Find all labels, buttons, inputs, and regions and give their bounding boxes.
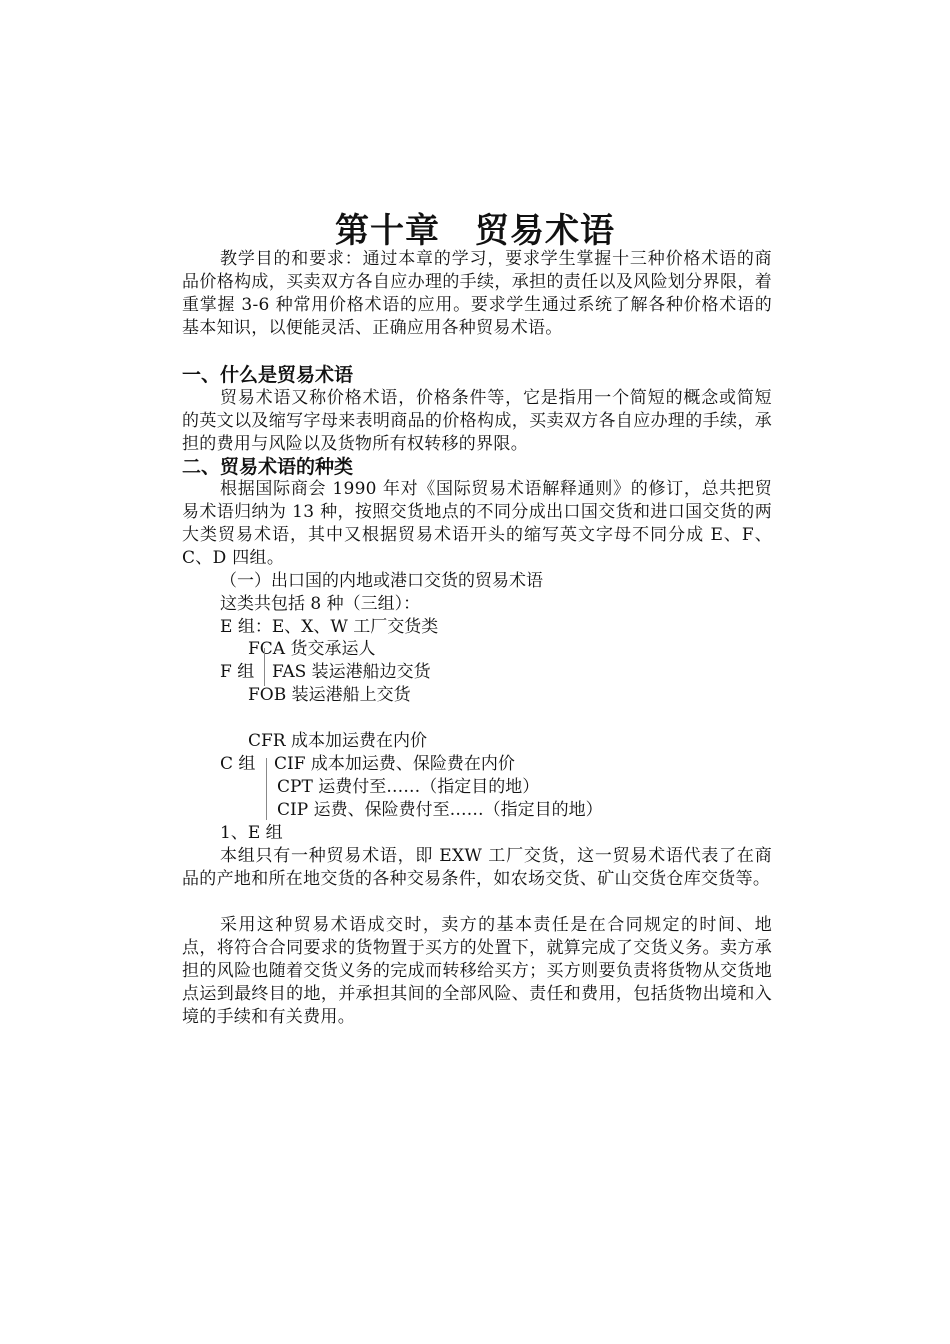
section1-heading: 一、什么是贸易术语 — [182, 364, 354, 386]
e-group-paragraph-1: 本组只有一种贸易术语，即 EXW 工厂交货，这一贸易术语代表了在商品的产地和所在地交货的各种交易条件，如农场交货、矿山交货仓库交货等。 — [182, 846, 772, 889]
section1-paragraph: 贸易术语又称价格术语，价格条件等，它是指用一个简短的概念或简短的英文以及缩写字母来表明商品的价格构成，买卖双方各自应办理的手续，承担的费用与风险以及货物所有权转移的界限。 — [182, 388, 772, 454]
c-item-cfr: CFR 成本加运费在内价 — [248, 731, 428, 751]
e-group-heading: 1、E 组 — [220, 823, 283, 843]
section2-paragraph: 根据国际商会 1990 年对《国际贸易术语解释通则》的修订，总共把贸易术语归纳为 13 种，按照交货地点的不同分成出口国交货和进口国交货的两大类贸易术语，其中又根据贸易术语开头的缩写英文字母不同分成 E、F、C、D 四组。 — [182, 479, 772, 568]
c-item-cpt: CPT 运费付至……（指定目的地） — [277, 777, 540, 797]
section2-heading: 二、贸易术语的种类 — [182, 456, 354, 478]
c-item-cif: CIF 成本加运费、保险费在内价 — [274, 754, 515, 774]
c-item-cip: CIP 运费、保险费付至……（指定目的地） — [277, 800, 603, 820]
c-group-label: C 组 — [220, 754, 256, 774]
f-item-fas: FAS 装运港船边交货 — [272, 662, 431, 682]
f-item-fca: FCA 货交承运人 — [248, 639, 376, 659]
e-group-line: E 组：E、X、W 工厂交货类 — [220, 617, 439, 637]
f-item-fob: FOB 装运港船上交货 — [248, 685, 411, 705]
intro-paragraph: 教学目的和要求：通过本章的学习，要求学生掌握十三种价格术语的商品价格构成，买卖双方各自应办理的手续，承担的责任以及风险划分界限，着重掌握 3-6 种常用价格术语的应用。要求学生通过系统了解各种价格术语的基本知识，以便能灵活、正确应用各种贸易术语。 — [182, 249, 772, 338]
f-group-label: F 组 — [220, 662, 255, 682]
c-group-brace — [266, 758, 267, 820]
f-group-brace — [264, 648, 265, 686]
subsection1-desc: 这类共包括 8 种（三组）： — [220, 594, 421, 614]
e-group-paragraph-2: 采用这种贸易术语成交时，卖方的基本责任是在合同规定的时间、地点，将符合合同要求的货物置于买方的处置下，就算完成了交货义务。卖方承担的风险也随着交货义务的完成而转移给买方；买方则要负责将货物从交货地点运到最终目的地，并承担其间的全部风险、责任和费用，包括货物出境和入境的手续和有关费用。 — [182, 915, 772, 1027]
chapter-title: 第十章 贸易术语 — [335, 211, 615, 251]
subsection1-title: （一）出口国的内地或港口交货的贸易术语 — [220, 571, 543, 591]
